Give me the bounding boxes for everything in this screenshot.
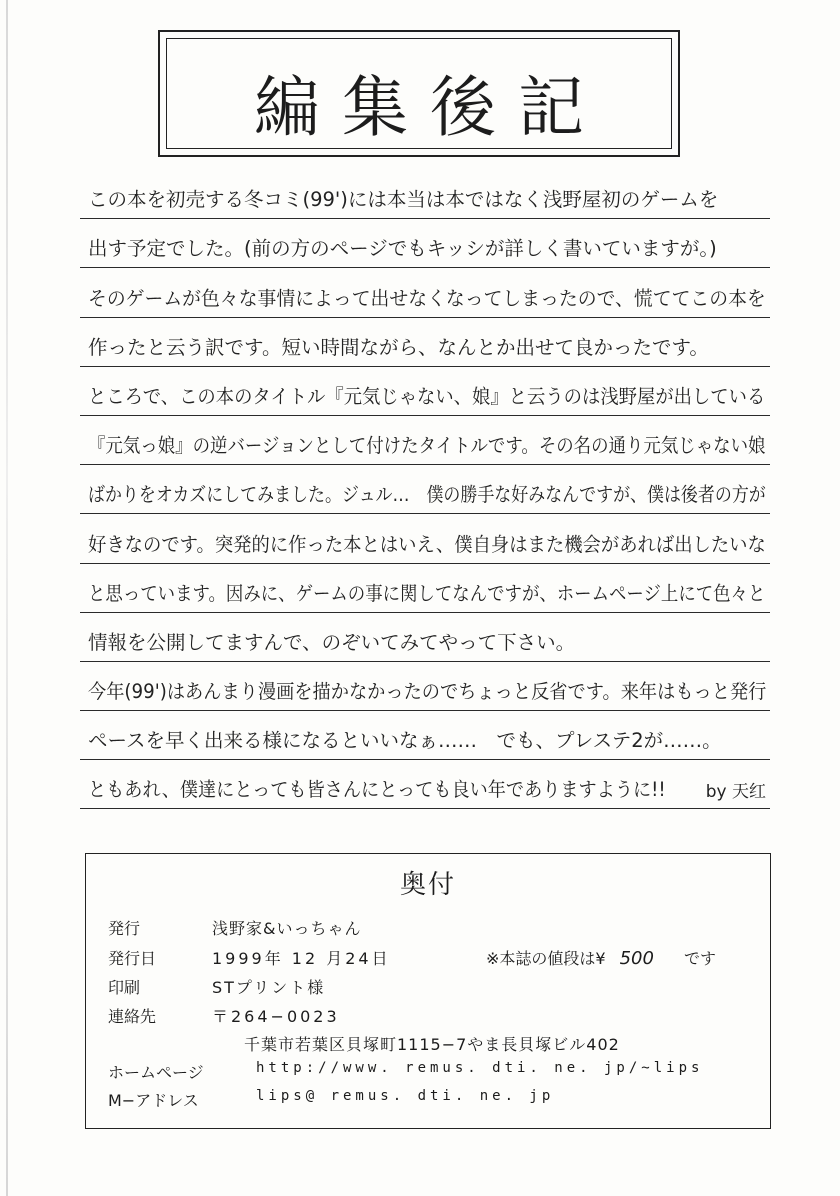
signature: by 天红 xyxy=(705,782,766,803)
note-text: 好きなのです。突発的に作った本とはいえ、僕自身はまた機会があれば出したいな xyxy=(88,532,766,556)
date-label: 発行日 xyxy=(108,949,157,968)
email-label: M−アドレス xyxy=(108,1091,199,1110)
note-line xyxy=(80,662,770,711)
date-value: 1999年 12 月24日 xyxy=(212,949,391,968)
page-title: 編集後記 xyxy=(254,69,606,146)
note-line xyxy=(80,760,770,809)
note-line xyxy=(80,268,770,317)
note-line xyxy=(80,416,770,465)
note-line xyxy=(80,367,770,416)
colophon-box xyxy=(85,853,771,1129)
homepage-label: ホームページ xyxy=(108,1063,204,1082)
price-suffix: です xyxy=(683,949,716,968)
title-frame xyxy=(158,30,680,157)
note-line xyxy=(80,219,770,268)
postal-code: 〒264−0023 xyxy=(212,1007,340,1026)
print-label: 印刷 xyxy=(108,978,141,997)
note-text: ばかりをオカズにしてみました。ジュル… 僕の勝手な好みなんですが、僕は後者の方が xyxy=(88,483,766,507)
note-line xyxy=(80,564,770,613)
colophon-title: 奥付 xyxy=(399,870,456,900)
homepage-url: http://www. remus. dti. ne. jp/~lips xyxy=(256,1060,704,1076)
note-line xyxy=(80,170,770,219)
note-text: 『元気っ娘』の逆バージョンとして付けたタイトルです。その名の通り元気じゃない娘 xyxy=(88,434,766,458)
note-line xyxy=(80,318,770,367)
note-line xyxy=(80,613,770,662)
note-text: 情報を公開してますんで、のぞいてみてやって下さい。 xyxy=(88,630,576,654)
publisher-value: 浅野家&いっちゃん xyxy=(212,919,362,938)
note-text: ともあれ、僕達にとっても皆さんにとっても良い年でありますように!! xyxy=(88,778,666,802)
price-label: ※本誌の値段は¥ xyxy=(486,949,606,968)
note-text: 今年(99')はあんまり漫画を描かなかったのでちょっと反省です。来年はもっと発行 xyxy=(88,680,767,704)
note-text: ところで、この本のタイトル『元気じゃない、娘』と云うのは浅野屋が出している xyxy=(88,384,766,408)
address-value: 千葉市若葉区貝塚町1115−7やま長貝塚ビル402 xyxy=(244,1035,620,1054)
note-line xyxy=(80,514,770,563)
note-text: そのゲームが色々な事情によって出せなくなってしまったので、慌ててこの本を xyxy=(88,286,766,310)
note-line xyxy=(80,465,770,514)
note-text: この本を初売する冬コミ(99')には本当は本ではなく浅野屋初のゲームを xyxy=(88,188,719,212)
note-line xyxy=(80,711,770,760)
note-text: と思っています。因みに、ゲームの事に関してなんですが、ホームページ上にて色々と xyxy=(88,581,766,605)
editor-notes xyxy=(80,170,770,809)
price-note xyxy=(486,946,716,969)
email-address: lips@ remus. dti. ne. jp xyxy=(256,1088,555,1104)
page-edge xyxy=(6,0,8,1196)
publisher-label: 発行 xyxy=(108,919,141,938)
price-value: 500 xyxy=(619,948,654,969)
contact-label: 連絡先 xyxy=(108,1007,157,1026)
printer-value: STプリント様 xyxy=(212,978,326,997)
note-text: ペースを早く出来る様になるといいなぁ…… でも、プレステ2が……。 xyxy=(88,729,722,753)
note-text: 作ったと云う訳です。短い時間ながら、なんとか出せて良かったです。 xyxy=(88,335,709,359)
note-text: 出す予定でした。(前の方のページでもキッシが詳しく書いていますが。) xyxy=(88,237,717,261)
